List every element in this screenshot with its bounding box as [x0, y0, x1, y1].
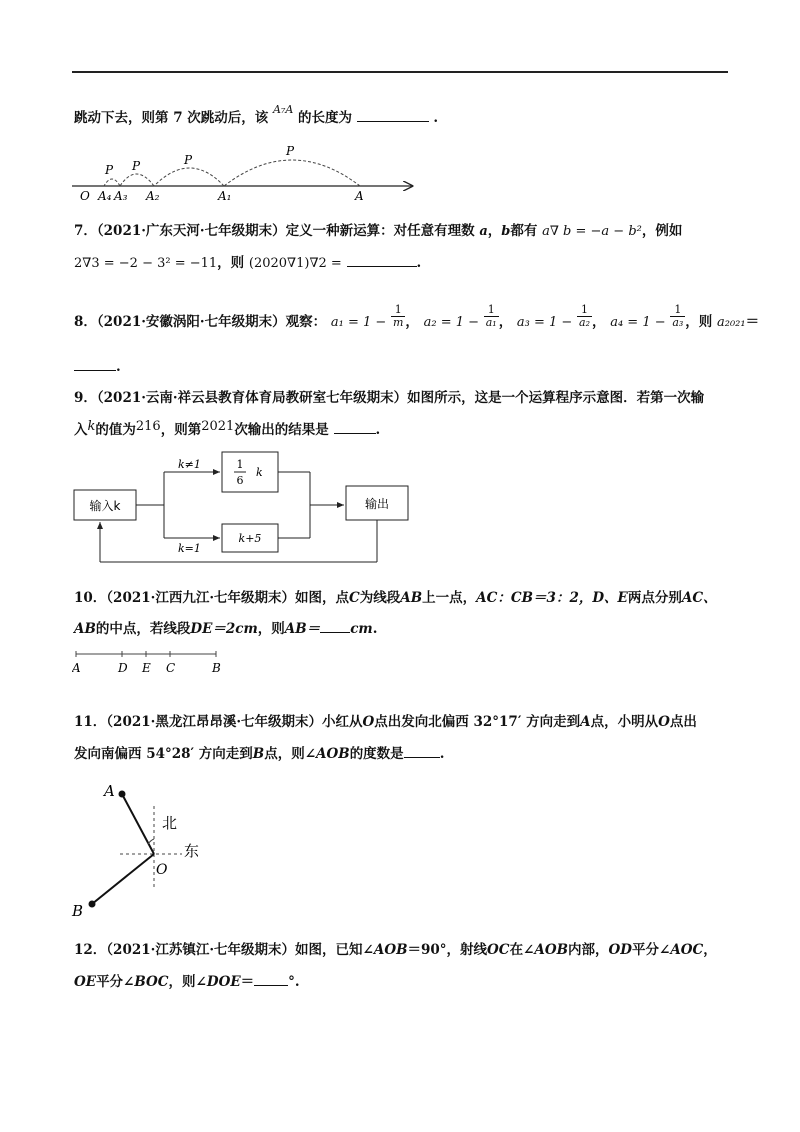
ray-OA	[122, 794, 154, 854]
label-P-1: P	[286, 144, 295, 158]
question-7-line-1: 7．（2021·广东天河·七年级期末）定义一种新运算：对任意有理数 a，b都有 a∇ b = −a − b²，例如	[74, 223, 683, 239]
q8-a3: a₃ = 1 −	[516, 315, 573, 330]
point-A: A	[72, 661, 81, 675]
q8-a3-fraction: $\frac{1}{\text{a₂}}$	[579, 303, 590, 329]
answer-blank[interactable]	[254, 973, 288, 986]
q9-source: （2021·云南·祥云县教育体育局教研室七年级期末）	[96, 390, 408, 406]
condition-k-not-1: k≠1	[178, 458, 201, 471]
q8-a1-fraction: $\frac{1}{m}$	[392, 303, 404, 329]
jump-arc-2	[154, 168, 224, 186]
point-D: D	[118, 661, 128, 675]
q10-source: （2021·江西九江·七年级期末）	[106, 590, 296, 606]
point-A-dot	[119, 791, 126, 798]
label-B: B	[72, 902, 84, 920]
label-east: 东	[184, 842, 200, 860]
label-P-4: P	[105, 163, 114, 177]
point-C: C	[166, 661, 176, 675]
answer-blank[interactable]	[334, 421, 376, 434]
q8-a4-fraction: $\frac{1}{\text{a₃}}$	[672, 303, 684, 329]
question-11-line-2: 发向南偏西 54°28′ 方向走到B点，则∠AOB的度数是 .	[74, 746, 445, 762]
label-A3: A₃	[114, 189, 128, 203]
label-P-3: P	[132, 159, 141, 173]
point-B-dot	[89, 901, 96, 908]
q12-source: （2021·江苏镇江·七年级期末）	[106, 942, 296, 958]
q6-text: 跳动下去，则第 7 次跳动后，该	[74, 110, 269, 126]
question-9-line-1: 9．（2021·云南·祥云县教育体育局教研室七年级期末）如图所示，这是一个运算程序示意图．若第一次输	[74, 390, 705, 406]
question-8-line-2: .	[74, 357, 121, 377]
question-9-line-2: 入k的值为216，则第2021次输出的结果是 .	[74, 419, 381, 438]
svg-text:6: 6	[236, 474, 244, 487]
label-O: O	[80, 189, 90, 203]
condition-k-eq-1: k=1	[178, 542, 201, 555]
answer-blank[interactable]	[357, 109, 429, 122]
q8-a2: a₂ = 1 −	[423, 315, 480, 330]
figure-jumping-number-line	[72, 142, 422, 206]
jump-arc-4	[104, 179, 120, 186]
q8-target: a₂₀₂₁	[717, 315, 746, 330]
q8-source: （2021·安徽涡阳·七年级期末）	[96, 314, 286, 330]
q8-a2-fraction: $\frac{1}{\text{a₁}}$	[485, 303, 497, 329]
q7-source: （2021·广东天河·七年级期末）	[96, 223, 286, 239]
answer-blank[interactable]	[74, 358, 116, 371]
point-B: B	[212, 661, 221, 675]
label-A: A	[104, 782, 115, 800]
label-A: A	[355, 189, 364, 203]
svg-text:1: 1	[236, 458, 244, 471]
figure-segment-ab	[72, 648, 232, 678]
op-add-label: k+5	[238, 532, 262, 545]
jump-arc-1	[224, 160, 360, 186]
question-10-line-1: 10．（2021·江西九江·七年级期末）如图，点C为线段AB上一点，AC：CB＝3：2，D、E两点分别AC、	[74, 590, 717, 606]
q8-a4: a₄ = 1 −	[610, 315, 666, 330]
angle-arc	[148, 839, 154, 844]
q7-definition: a∇ b = −a − b²	[542, 224, 642, 239]
q7-expression: (2020∇1)∇2 =	[248, 256, 342, 271]
label-A1: A₁	[218, 189, 232, 203]
svg-text:k: k	[256, 466, 263, 479]
q7-example: 2∇3 = −2 − 3² = −11	[74, 256, 218, 271]
input-label: 输入k	[89, 499, 121, 513]
figure-compass-directions	[70, 776, 230, 922]
q6-segment: A₇A	[273, 103, 294, 116]
question-12-line-1: 12．（2021·江苏镇江·七年级期末）如图，已知∠AOB＝90°，射线OC在∠AOB内部，OD平分∠AOC，	[74, 942, 717, 958]
answer-blank[interactable]	[320, 620, 350, 633]
figure-program-flowchart	[70, 448, 430, 566]
op-box-divide	[222, 452, 278, 492]
point-E: E	[142, 661, 151, 675]
question-7-line-2: 2∇3 = −2 − 3² = −11，则 (2020∇1)∇2 = .	[74, 255, 422, 271]
question-8-line-1: 8．（2021·安徽涡阳·七年级期末）观察： a₁ = 1 − $\frac{1}{m}$ ， a₂ = 1 − $\frac{1}{\text{a₁}}$ ， a₃ = 1 − $\frac{1}{\text{a₂}}$ ， a₄ = 1 − $\frac{1}{\text{a₃}}$ ，则 a₂₀₂₁＝	[74, 303, 760, 330]
answer-blank[interactable]	[347, 254, 417, 267]
answer-blank[interactable]	[404, 745, 440, 758]
q8-a1: a₁ = 1 −	[330, 315, 387, 330]
question-6-tail: 跳动下去，则第 7 次跳动后，该 $^{A_7A}$ 的长度为 .	[74, 103, 439, 126]
label-north: 北	[162, 814, 178, 832]
output-label: 输出	[364, 497, 390, 511]
q6-text-post: 的长度为	[298, 110, 353, 126]
label-P-2: P	[184, 153, 193, 167]
jump-arc-3	[120, 174, 154, 186]
question-10-line-2: AB的中点，若线段DE＝2cm，则AB＝ cm.	[74, 621, 378, 637]
label-A2: A₂	[146, 189, 160, 203]
header-rule	[72, 71, 728, 73]
ray-OB	[92, 854, 154, 904]
question-11-line-1: 11．（2021·黑龙江昂昂溪·七年级期末）小红从O点出发向北偏西 32°17′ 方向走到A点，小明从O点出	[74, 714, 697, 730]
q11-source: （2021·黑龙江昂昂溪·七年级期末）	[106, 714, 323, 730]
label-O: O	[156, 862, 168, 878]
question-12-line-2: OE平分∠BOC，则∠DOE＝ °.	[74, 974, 300, 990]
label-A4: A₄	[98, 189, 112, 203]
